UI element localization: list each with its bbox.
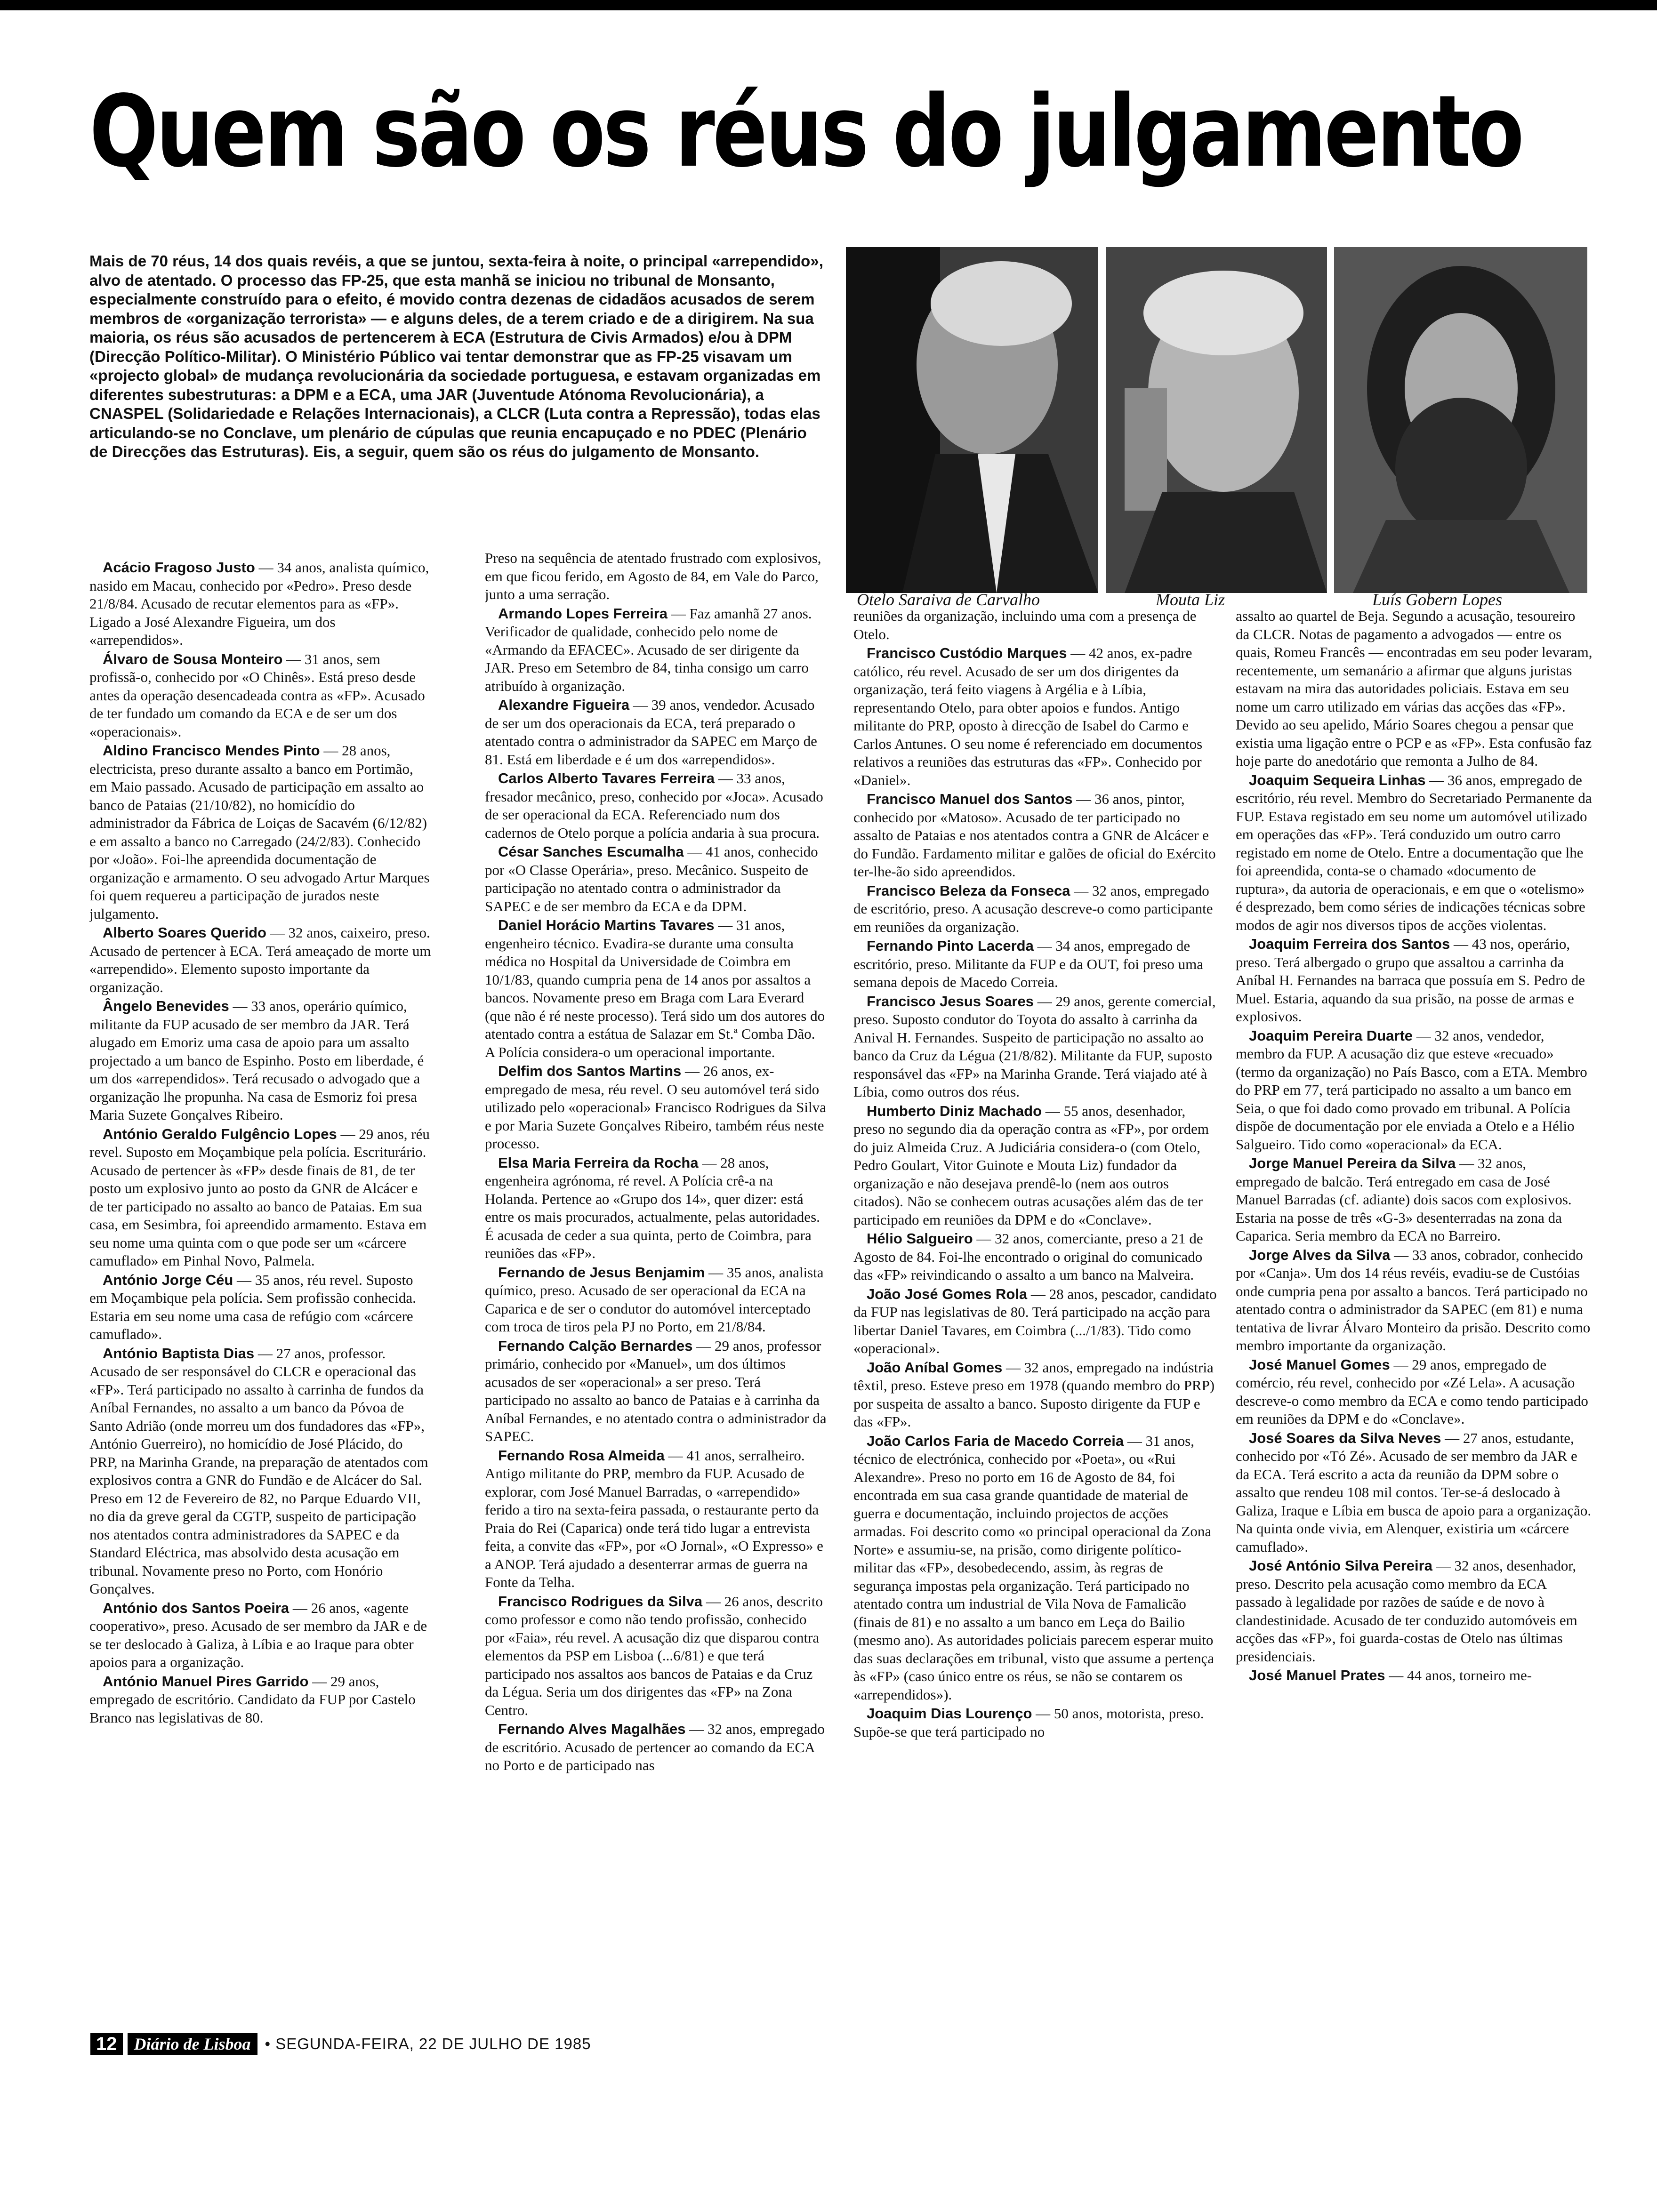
- defendant-entry: [89, 1345, 432, 1598]
- defendant-name: João Aníbal Gomes: [867, 1359, 1003, 1376]
- defendant-entry: [853, 790, 1220, 881]
- defendant-description: — 32 anos, caixeiro, preso. Acusado de pertencer à ECA. Terá ameaçado de morte um «arrependido». Elemento suposto importante da organização.: [89, 924, 431, 995]
- defendant-entry: [853, 993, 1220, 1101]
- defendant-description: — 32 anos, vendedor, membro da FUP. A acusação diz que esteve «recuado» (termo da organização) no País Basco, com a ETA. Membro do PRP em 77, terá participado no assalto a um banco em Seia, o que foi dado como provado em tribunal. A Polícia dispõe de documentação por ele enviada a Otelo e a Hélio Salgueiro. Tido como «operacional» da ECA.: [1236, 1027, 1587, 1153]
- photo-caption-mouta-liz: Mouta Liz: [1156, 590, 1225, 609]
- defendant-description: — 31 anos, técnico de electrónica, conhecido por «Poeta», ou «Rui Alexandre». Preso no porto em 16 de Agosto de 84, foi encontrada em sua casa grande quantidade de material de guerra e documentação, incluindo projectos de acções armadas. Foi descrito como «o principal operacional da Zona Norte» e assumiu-se, na prisão, como dirigente político-militar das «FP», desobedecendo, assim, às regras de segurança impostas pela organização. Terá participado no atentado contra um industrial de Vila Nova de Famalicão (finais de 81) e no assalto a um banco em Leça do Bailio (mesmo ano). As autoridades policiais parecem esperar muito das suas declarações em tribunal, visto que assume a pertença às «FP» (caso único entre os réus, se não se contarem os «arrependidos»).: [853, 1432, 1215, 1703]
- defendant-entry: [1236, 607, 1593, 770]
- lede-paragraph: Mais de 70 réus, 14 dos quais revéis, a que se juntou, sexta-feira à noite, o principal «arrependido», alvo de atentado. O processo das FP-25, que esta manhã se iniciou no tribunal de Monsanto, especialmente construído para o efeito, é movido contra dezenas de cidadãos acusados de serem membros de «organização terrorista» — e alguns deles, de a terem criado e de a dirigirem. Na sua maioria, os réus são acusados de pertencerem à ECA (Estrutura de Civis Armados) e/ou à DPM (Direcção Político-Militar). O Ministério Público vai tentar demonstrar que as FP-25 visavam um «projecto global» de mudança revolucionária da sociedade portuguesa, e estavam organizadas em diferentes subestruturas: a DPM e a ECA, uma JAR (Juventude Atónoma Revolucionária), a CNASPEL (Solidariedade e Relações Internacionais), a CLCR (Luta contra a Repressão), todas elas articulando-se no Conclave, um plenário de cúpulas que reunia encapuçado e no PDEC (Plenário de Direcções das Estruturas). Eis, a seguir, quem são os réus do julgamento de Monsanto.: [89, 252, 823, 460]
- defendant-description: — 42 anos, ex-padre católico, réu revel. Acusado de ser um dos dirigentes da organização, terá feito viagens à Argélia e à Líbia, representando Otelo, para obter apoios e fundos. Antigo militante do PRP, oposto à direcção de Isabel do Carmo e Carlos Antunes. O seu nome é referenciado em documentos relativos a reuniões das estruturas das «FP». Conhecido por «Daniel».: [853, 645, 1203, 788]
- defendant-name: Jorge Manuel Pereira da Silva: [1249, 1155, 1456, 1171]
- defendant-name: Fernando Rosa Almeida: [498, 1447, 665, 1464]
- defendant-name: Ângelo Benevides: [103, 998, 229, 1014]
- defendant-description: — 33 anos, fresador mecânico, preso, conhecido por «Joca». Acusado de ser operacional da ECA. Referenciado num dos cadernos de Otelo porque a polícia andaria à sua procura.: [485, 770, 823, 841]
- defendant-entry: [89, 924, 432, 996]
- defendant-name: Carlos Alberto Tavares Ferreira: [498, 770, 715, 786]
- defendant-entry: [1236, 1154, 1593, 1245]
- defendant-name: Francisco Custódio Marques: [867, 645, 1067, 661]
- defendant-name: José Manuel Prates: [1249, 1667, 1385, 1683]
- defendant-description: — 50 anos, motorista, preso. Supõe-se que terá participado no: [853, 1705, 1204, 1740]
- defendant-description: — 34 anos, empregado de escritório, preso. Militante da FUP e da OUT, foi preso uma semana depois de Macedo Correia.: [853, 938, 1203, 990]
- top-rule: [0, 0, 1657, 10]
- defendant-name: Elsa Maria Ferreira da Rocha: [498, 1154, 699, 1171]
- defendant-entry: [485, 916, 828, 1061]
- defendant-name: Francisco Beleza da Fonseca: [867, 882, 1070, 899]
- defendant-entry: [1236, 1356, 1593, 1428]
- defendant-description: — 27 anos, estudante, conhecido por «Tó Zé». Acusado de ser membro da JAR e da ECA. Terá escrito a acta da reunião da DPM sobre o assalto que rendeu 108 mil contos. Ter-se-á deslocado à Galiza, Iraque e Líbia em busca de apoio para a organização. Na quinta onde vivia, em Alenquer, existiria um «cárcere camuflado».: [1236, 1429, 1592, 1555]
- defendant-description: — 26 anos, ex-empregado de mesa, réu revel. O seu automóvel terá sido utilizado pelo «operacional» Francisco Rodrigues da Silva e por Maria Suzete Gonçalves Ribeiro, também réus neste processo.: [485, 1063, 826, 1152]
- defendant-name: António dos Santos Poeira: [103, 1599, 290, 1616]
- defendant-description: — 32 anos, desenhador, preso. Descrito pela acusação como membro da ECA passado à legalidade por razões de saúde e de novo à clandestinidade. Acusado de ter conduzido automóveis em acções das «FP», foi guarda-costas de Otelo nas últimas presidenciais.: [1236, 1557, 1577, 1665]
- defendant-entry: [485, 769, 828, 842]
- headline: Quem são os réus do julgamento: [89, 74, 1522, 189]
- defendant-entry: [853, 1230, 1220, 1284]
- defendant-entry: [853, 1432, 1220, 1704]
- defendant-entry: [1236, 935, 1593, 1026]
- defendant-entry: [89, 650, 432, 741]
- defendant-description: — 39 anos, vendedor. Acusado de ser um dos operacionais da ECA, terá preparado o atentado contra o administrador da SAPEC em Março de 81. Está em liberdade e é um dos «arrependidos».: [485, 697, 817, 768]
- article-column-3: [853, 607, 1220, 2040]
- page-footer: [90, 2033, 591, 2055]
- defendant-name: Fernando Pinto Lacerda: [867, 938, 1034, 954]
- defendant-name: Joaquim Sequeira Linhas: [1249, 771, 1426, 788]
- defendant-entry: [485, 1154, 828, 1263]
- defendant-entry: [89, 1673, 432, 1727]
- defendant-description: — 33 anos, cobrador, conhecido por «Canja». Um dos 14 réus revéis, evadiu-se de Custóias onde cumpria pena por assalto a bancos. Terá participado no atentado contra o administrador da SAPEC (em 81) e numa tentativa de livrar Álvaro Monteiro da prisão. Descrito como membro importante da organização.: [1236, 1246, 1591, 1354]
- defendant-name: João Carlos Faria de Macedo Correia: [867, 1432, 1124, 1449]
- defendant-description: — 41 anos, serralheiro. Antigo militante do PRP, membro da FUP. Acusado de explorar, com José Manuel Barradas, o «arrependido» ferido a tiro na sexta-feira passada, o restaurante perto da Praia do Rei (Caparica) onde terá tido lugar a entrevista feita, a convite das «FP», por «O Jornal», «O Expresso» e a ANOP. Terá ajudado a desenterrar armas de guerra na Fonte da Telha.: [485, 1447, 823, 1590]
- defendant-name: Armando Lopes Ferreira: [498, 605, 668, 622]
- defendant-description: — 41 anos, conhecido por «O Classe Operária», preso. Mecânico. Suspeito de participação no atentado contra o administrador da SAPEC e de ser membro da ECA e da DPM.: [485, 843, 818, 914]
- defendant-entry: [485, 1264, 828, 1336]
- defendant-description: — 32 anos, empregado de balcão. Terá entregado em casa de José Manuel Barradas (cf. adiante) dois sacos com explosivos. Estaria na posse de três «G-3» desenterradas na zona da Caparica. Seria membro da ECA no Barreiro.: [1236, 1155, 1572, 1244]
- defendant-name: António Geraldo Fulgêncio Lopes: [103, 1125, 337, 1142]
- defendant-entry: [485, 1447, 828, 1592]
- article-column-2: [485, 549, 828, 2036]
- defendant-description: — 35 anos, analista químico, preso. Acusado de ser operacional da ECA na Caparica e de ser o condutor do automóvel interceptado com troca de tiros pela PJ no Porto, em 21/8/84.: [485, 1264, 824, 1335]
- photo-otelo: [846, 247, 1098, 593]
- defendant-entry: [1236, 1246, 1593, 1355]
- defendant-description: — 44 anos, torneiro me-: [1385, 1667, 1532, 1683]
- defendant-description: — 29 anos, empregado de escritório. Candidato da FUP por Castelo Branco nas legislativas de 80.: [89, 1673, 416, 1726]
- defendant-name: João José Gomes Rola: [867, 1285, 1028, 1302]
- defendant-name: Francisco Manuel dos Santos: [867, 791, 1073, 807]
- defendant-name: Fernando de Jesus Benjamim: [498, 1264, 705, 1281]
- defendant-entry: [89, 1271, 432, 1344]
- defendant-entry: [485, 1720, 828, 1775]
- defendant-name: Francisco Rodrigues da Silva: [498, 1593, 703, 1610]
- defendant-description: — 32 anos, comerciante, preso a 21 de Agosto de 84. Foi-lhe encontrado o original do comunicado das «FP» reivindicando o assalto a um banco na Malveira.: [853, 1230, 1203, 1283]
- defendant-name: César Sanches Escumalha: [498, 843, 684, 860]
- article-column-1: [89, 559, 432, 2022]
- defendant-description: — 31 anos, engenheiro técnico. Evadira-se durante uma consulta médica no Hospital da Universidade de Coimbra em 10/1/83, quando cumpria pena de 14 anos por assaltos a bancos. Novamente preso em Braga com Lara Everard (que não é ré neste processo). Terá sido um dos autores do atentado contra a estátua de Salazar em St.ª Comba Dão. A Polícia considera-o um operacional importante.: [485, 917, 825, 1060]
- defendant-entry: [485, 549, 828, 604]
- defendant-entry: [89, 997, 432, 1124]
- defendant-description: — 32 anos, empregado de escritório. Acusado de pertencer ao comando da ECA no Porto e de participado nas: [485, 1721, 825, 1773]
- defendant-entry: [853, 644, 1220, 789]
- photo-caption-gobern-lopes: Luís Gobern Lopes: [1372, 590, 1503, 609]
- defendant-entry: [485, 1337, 828, 1446]
- defendant-name: Hélio Salgueiro: [867, 1230, 973, 1247]
- defendant-description: reuniões da organização, incluindo uma com a presença de Otelo.: [853, 608, 1197, 642]
- defendant-description: — 29 anos, empregado de comércio, réu revel, conhecido por «Zé Lela». A acusação descreve-o como membro da ECA e como tendo participado em reuniões da DPM e do «Conclave».: [1236, 1356, 1588, 1427]
- defendant-name: Acácio Fragoso Justo: [103, 559, 255, 576]
- defendant-description: — 36 anos, empregado de escritório, réu revel. Membro do Secretariado Permanente da FUP. Estava registado em seu nome um automóvel utilizado em operações das «FP». Terá conduzido um outro carro registado em nome de Otelo. Entre a documentação que lhe foi apreendida, conta-se o chamado «documento de ruptura», da autoria de operacionais, e em que o «otelismo» é desprezado, bem como séries de indicações técnicas sobre modos de agir nos diversos tipos de acções violentas.: [1236, 771, 1592, 933]
- defendant-name: António Baptista Dias: [103, 1345, 255, 1362]
- defendant-name: Daniel Horácio Martins Tavares: [498, 917, 715, 933]
- defendant-entry: [853, 1705, 1220, 1741]
- defendant-entry: [1236, 771, 1593, 935]
- defendant-entry: [485, 843, 828, 915]
- defendant-entry: [89, 742, 432, 923]
- defendant-description: — 43 nos, operário, preso. Terá albergado o grupo que assaltou a carrinha da Aníbal H. Fernandes na barraca que possuía em S. Pedro de Muel. Estaria, aquando da sua prisão, na posse de armas e explosivos.: [1236, 936, 1585, 1025]
- defendant-description: — 35 anos, réu revel. Suposto em Moçambique pela polícia. Sem profissão conhecida. Estaria em seu nome uma casa de refúgio com «cárcere camuflado».: [89, 1271, 416, 1342]
- defendant-entry: [853, 1285, 1220, 1358]
- defendant-description: — 29 anos, professor primário, conhecido por «Manuel», um dos últimos acusados de ser «operacional» a ser preso. Terá participado no assalto ao banco de Pataias e à carrinha da Aníbal Fernandes, e no atentado contra o administrador da SAPEC.: [485, 1337, 827, 1444]
- defendant-description: — 32 anos, empregado de escritório, preso. A acusação descreve-o como participante em reuniões da organização.: [853, 882, 1213, 935]
- defendant-name: Alberto Soares Querido: [103, 924, 266, 941]
- defendant-name: Fernando Calção Bernardes: [498, 1337, 693, 1354]
- defendant-description: — 29 anos, gerente comercial, preso. Suposto condutor do Toyota do assalto à carrinha da Anival H. Fernandes. Suspeito de participação no assalto ao banco da Cruz da Légua (21/8/82). Militante da FUP, suposto responsável das «FP» na Marinha Grande. Terá viajado até à Líbia, como outros dos réus.: [853, 993, 1216, 1100]
- defendant-name: Joaquim Dias Lourenço: [867, 1705, 1032, 1722]
- defendant-name: António Manuel Pires Garrido: [103, 1673, 309, 1690]
- defendant-name: António Jorge Céu: [103, 1271, 233, 1288]
- defendant-entry: [853, 1102, 1220, 1229]
- defendant-name: Francisco Jesus Soares: [867, 993, 1034, 1010]
- defendant-entry: [1236, 1027, 1593, 1154]
- defendant-entry: [485, 696, 828, 769]
- defendant-entry: [853, 937, 1220, 992]
- defendant-entry: [89, 559, 432, 649]
- defendant-name: Aldino Francisco Mendes Pinto: [103, 742, 320, 759]
- defendant-name: Fernando Alves Magalhães: [498, 1721, 686, 1737]
- defendant-entry: [485, 605, 828, 696]
- defendant-description: — 29 anos, réu revel. Suposto em Moçambique pela polícia. Escriturário. Acusado de pertencer às «FP» desde finais de 81, de ter posto um explosivo junto ao posto da GNR de Alcácer e de ter participado no assalto ao banco de Pataias. Em sua casa, em Sesimbra, foi apreendido armamento. Estava em seu nome uma quinta com o que pode ser um «cárcere camuflado» em Pinhal Novo, Palmela.: [89, 1125, 430, 1269]
- defendant-name: Joaquim Ferreira dos Santos: [1249, 936, 1450, 952]
- photo-luis-gobern-lopes: [1334, 247, 1587, 593]
- defendant-name: José Soares da Silva Neves: [1249, 1429, 1441, 1446]
- defendant-description: — Faz amanhã 27 anos. Verificador de qualidade, conhecido pelo nome de «Armando da EFACEC». Acusado de ser dirigente da JAR. Preso em Setembro de 84, tinha consigo um carro atribuído à organização.: [485, 605, 812, 694]
- defendant-entry: [1236, 1667, 1593, 1685]
- defendant-description: — 55 anos, desenhador, preso no segundo dia da operação contra as «FP», por ordem do juiz Almeida Cruz. A Judiciária considera-o (com Otelo, Pedro Goulart, Vitor Guinote e Mouta Liz) fundador da organização e não desejava prendê-lo (nem aos outros citados). Não se conhecem outras acusações além das de ter participado em reuniões da DPM e do «Conclave».: [853, 1102, 1209, 1228]
- defendant-entry: [485, 1593, 828, 1720]
- defendant-name: José António Silva Pereira: [1249, 1557, 1432, 1574]
- defendant-name: Delfim dos Santos Martins: [498, 1063, 682, 1079]
- defendant-description: — 27 anos, professor. Acusado de ser responsável do CLCR e operacional das «FP». Terá participado no assalto à carrinha de fundos da Aníbal Fernandes, no assalto a um banco da Póvoa de Santo Adrião (onde morreu um dos fundadores das «FP», António Guerreiro), no homicídio de José Plácido, do PRP, na Marinha Grande, na preparação de atentados com explosivos contra a GNR do Fundão e de Alcácer do Sal. Preso em 12 de Fevereiro de 82, no Parque Eduardo VII, no dia da greve geral da CGTP, suspeito de participação nos atentados contra administradores da SAPEC e da Standard Eléctrica, mas absolvido desta acusação em tribunal. Novamente preso no Porto, com Honório Gonçalves.: [89, 1345, 428, 1597]
- defendant-entry: [1236, 1557, 1593, 1666]
- defendant-entry: [1236, 1429, 1593, 1556]
- defendant-description: — 31 anos, sem profissã-o, conhecido por «O Chinês». Está preso desde antes da operação desencadeada contra as «FP». Acusado de ter fundado um comando da ECA e de ser um dos «operacionais».: [89, 650, 425, 740]
- defendant-description: — 34 anos, analista químico, nasido em Macau, conhecido por «Pedro». Preso desde 21/8/84. Acusado de recutar elementos para as «FP». Ligado a José Alexandre Figueira, um dos «arrependidos».: [89, 559, 429, 648]
- defendant-entry: [853, 607, 1220, 643]
- defendant-description: assalto ao quartel de Beja. Segundo a acusação, tesoureiro da CLCR. Notas de pagamento a advogados — entre os quais, Romeu Francês — encontradas em seu poder levaram, recentemente, um semanário a afirmar que alguns juristas estavam na mira das autoridades policiais. Estava em seu nome um carro utilizado em várias das acções das «FP». Devido ao seu apelido, Mário Soares chegou a pensar que existia uma ligação entre o PCP e as «FP». Esta confusão faz hoje parte do anedotário que remonta a Julho de 84.: [1236, 608, 1593, 769]
- defendant-description: — 33 anos, operário químico, militante da FUP acusado de ser membro da JAR. Terá alugado em Emoriz uma casa de apoio para um assalto projectado a um banco de Espinho. Posto em liberdade, é um dos «arrependidos». Terá recusado o advogado que a organização lhe propunha. Na casa de Esmoriz foi presa Maria Suzete Gonçalves Ribeiro.: [89, 998, 424, 1123]
- defendant-description: — 32 anos, empregado na indústria têxtil, preso. Esteve preso em 1978 (quando membro do PRP) por suspeita de assalto a banco. Suposto dirigente da FUP e das «FP».: [853, 1359, 1215, 1430]
- defendant-name: Humberto Diniz Machado: [867, 1102, 1042, 1119]
- defendant-entry: [89, 1599, 432, 1672]
- defendant-name: Jorge Alves da Silva: [1249, 1246, 1391, 1263]
- defendant-name: José Manuel Gomes: [1249, 1356, 1390, 1373]
- defendant-description: — 28 anos, electricista, preso durante assalto a banco em Portimão, em Maio passado. Acusado de participação em assalto ao banco de Pataias (21/10/82), no homicídio do administrador da Fábrica de Loiças de Sacavém (6/12/82) e em assalto a banco no Carregado (24/2/83). Conhecido por «João». Foi-lhe apreendida documentação de organização e armamento. O seu advogado Artur Marques foi quem requereu a participação de jurados neste julgamento.: [89, 742, 430, 922]
- masthead-logo: Diário de Lisboa: [128, 2033, 257, 2055]
- defendant-description: Preso na sequência de atentado frustrado com explosivos, em que ficou ferido, em Agosto de 84, em Vale do Parco, junto a uma serração.: [485, 550, 821, 602]
- footer-date: • SEGUNDA-FEIRA, 22 DE JULHO DE 1985: [265, 2035, 591, 2052]
- defendant-entry: [853, 882, 1220, 937]
- defendant-entry: [853, 1359, 1220, 1431]
- defendant-entry: [89, 1125, 432, 1270]
- defendant-description: — 26 anos, «agente cooperativo», preso. Acusado de ser membro da JAR e de se ter deslocado à Galiza, à Líbia e ao Iraque para obter apoios para a organização.: [89, 1599, 427, 1670]
- defendant-name: Joaquim Pereira Duarte: [1249, 1027, 1413, 1044]
- page-number: 12: [90, 2033, 123, 2055]
- defendant-name: Alexandre Figueira: [498, 697, 630, 713]
- defendant-description: — 26 anos, descrito como professor e como não tendo profissão, conhecido por «Faia», réu revel. A acusação diz que disparou contra elementos da PSP em Lisboa (...6/81) e que terá participado nos assaltos aos bancos de Pataias e da Cruz da Légua. Seria um dos dirigentes das «FP» na Zona Centro.: [485, 1593, 823, 1718]
- defendant-name: Álvaro de Sousa Monteiro: [103, 650, 283, 667]
- defendant-description: — 28 anos, pescador, candidato da FUP nas legislativas de 80. Terá participado na acção para libertar Daniel Tavares, em Coimbra (.../1/83). Tido como «operacional».: [853, 1285, 1217, 1356]
- photo-mouta-liz: [1106, 247, 1327, 593]
- defendant-description: — 28 anos, engenheira agrónoma, ré revel. A Polícia crê-a na Holanda. Pertence ao «Grupo dos 14», quer dizer: está entre os mais procurados, actualmente, pelas autoridades. É acusada de ceder a sua quinta, perto de Coimbra, para reuniões das «FP».: [485, 1154, 820, 1261]
- defendant-entry: [485, 1062, 828, 1153]
- photo-caption-otelo: Otelo Saraiva de Carvalho: [857, 590, 1040, 609]
- defendant-description: — 36 anos, pintor, conhecido por «Matoso». Acusado de ter participado no assalto de Pataias e nos atentados contra a GNR de Alcácer e do Fundão. Fardamento militar e galões de oficial do Exército ter-lhe-ão sido apreendidos.: [853, 791, 1216, 880]
- article-column-4: [1236, 607, 1593, 2076]
